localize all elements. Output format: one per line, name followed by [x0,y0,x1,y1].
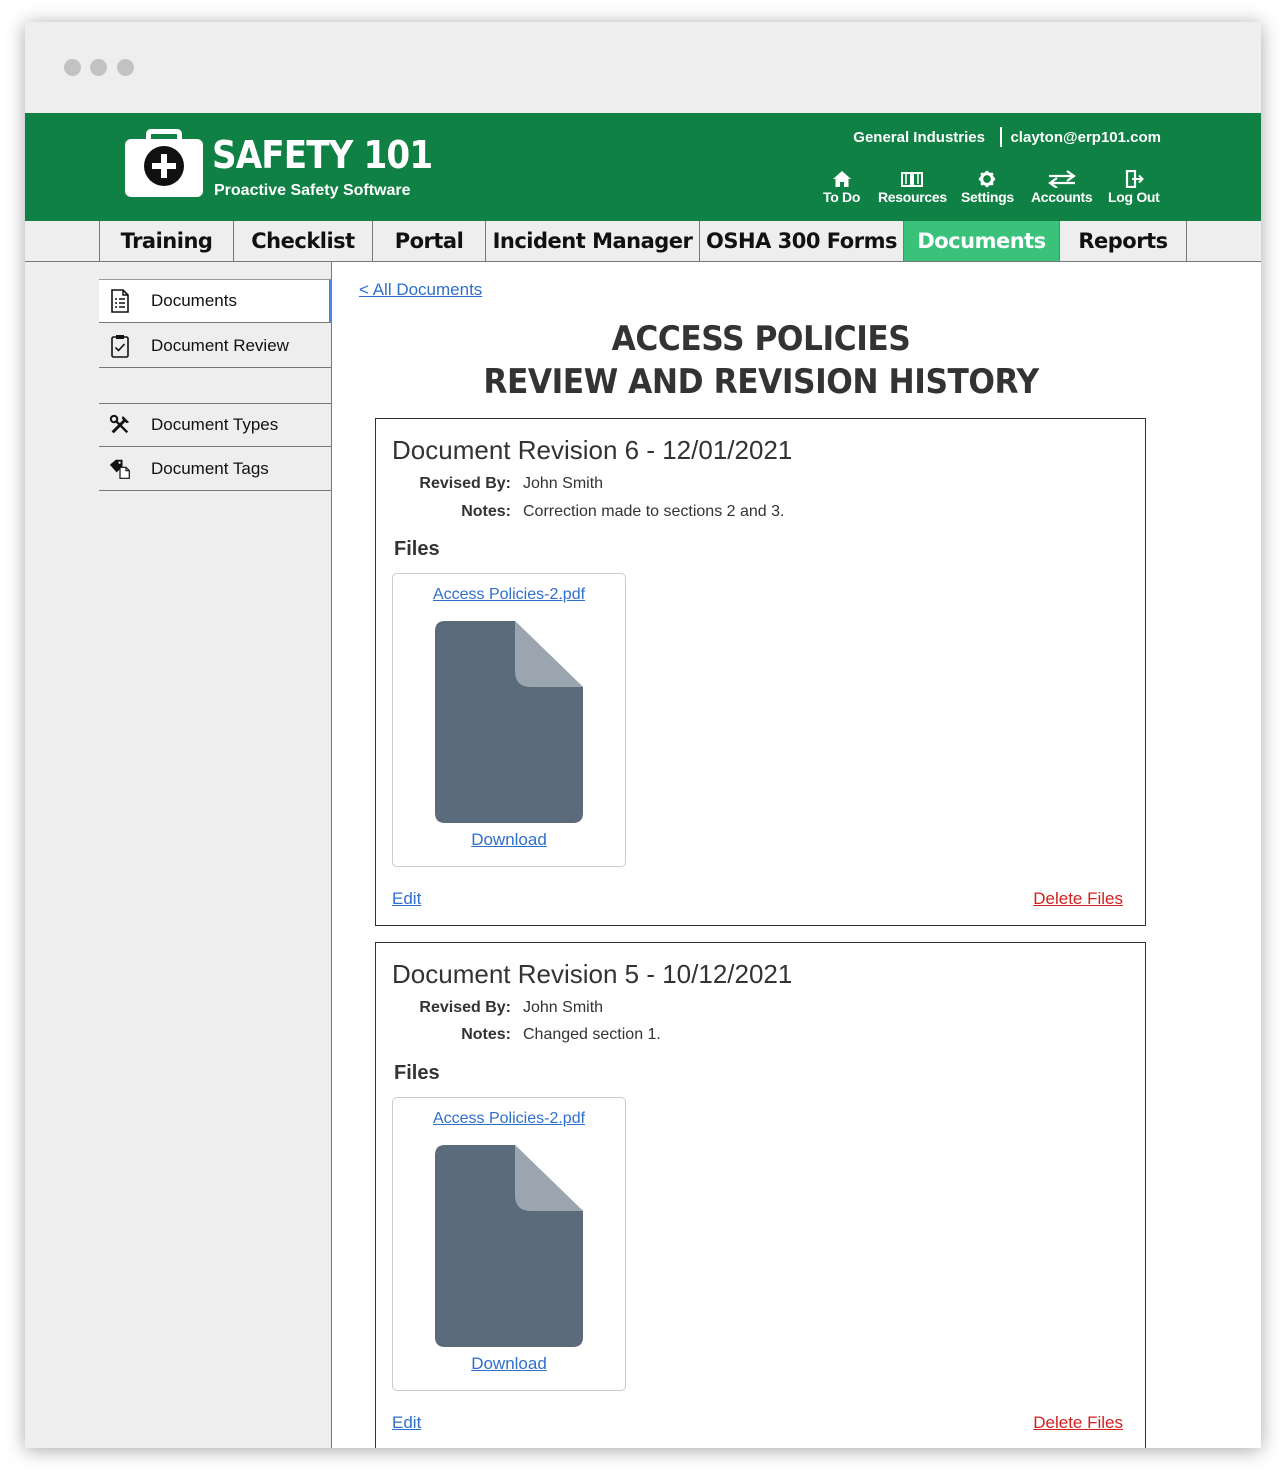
file-name-link[interactable]: Access Policies-2.pdf [432,586,586,603]
revised-by-value: John Smith [523,475,604,492]
sidebar-item-label: Documents [151,291,237,310]
notes-label: Notes: [461,503,511,520]
clipboard-check-icon [109,334,131,358]
download-link[interactable]: Download [471,830,547,849]
gear-icon [977,170,997,188]
main-tab-bar [25,221,1261,262]
sidebar-item-label: Document Review [151,335,289,355]
tab-osha-300-forms[interactable]: OSHA 300 Forms [699,221,903,261]
sidebar-item-document-review[interactable] [99,324,332,368]
sidebar-item-label: Document Tags [151,458,269,478]
edit-link[interactable]: Edit [392,1413,422,1432]
sidebar-item-documents[interactable] [99,279,332,323]
tab-portal[interactable]: Portal [372,221,485,261]
file-card [392,573,626,867]
tab-checklist[interactable]: Checklist [233,221,372,261]
app-header [25,113,1261,221]
revised-by-label: Revised By: [419,475,511,492]
logo-plus-icon-vertical [161,154,167,178]
tab-reports[interactable]: Reports [1059,221,1186,261]
edit-link[interactable]: Edit [392,889,422,908]
tab-training[interactable]: Training [99,221,233,261]
home-icon [832,170,852,188]
page-title-line2: REVIEW AND REVISION HISTORY [483,362,1039,402]
file-icon[interactable] [435,1145,583,1347]
switch-arrows-icon [1047,170,1077,188]
revised-by-label: Revised By: [419,999,511,1016]
organization-name[interactable]: General Industries [853,129,985,146]
nav-resources[interactable] [878,170,947,205]
page-title [367,318,1155,404]
revision-card [375,942,1146,1448]
tab-incident-manager[interactable]: Incident Manager [485,221,699,261]
document-list-icon [109,289,131,313]
nav-resources-label: Resources [878,189,947,205]
window-close-dot[interactable] [64,59,81,76]
file-icon[interactable] [435,621,583,823]
files-heading: Files [394,1062,440,1084]
tag-document-icon [109,457,131,481]
window-minimize-dot[interactable] [90,59,107,76]
nav-accounts[interactable] [1031,170,1092,205]
nav-todo-label: To Do [823,189,861,205]
logout-icon [1124,170,1144,188]
sidebar-item-label: Document Types [151,415,279,434]
file-card [392,1097,626,1391]
files-heading: Files [394,538,440,560]
nav-logout[interactable] [1108,170,1160,205]
main-content [333,262,1261,1448]
nav-settings-label: Settings [961,189,1014,205]
revision-card [375,418,1146,926]
delete-files-link[interactable]: Delete Files [1033,889,1123,908]
notes-value: Changed section 1. [523,1026,661,1043]
window-maximize-dot[interactable] [117,59,134,76]
nav-logout-label: Log Out [1108,189,1160,205]
revision-title: Document Revision 6 - 12/01/2021 [392,435,793,465]
brand-tagline: Proactive Safety Software [214,182,411,199]
revised-by-value: John Smith [523,999,604,1016]
nav-todo[interactable] [823,170,860,205]
download-link[interactable]: Download [471,1354,547,1373]
brand-name: SAFETY 101 [212,133,433,177]
book-icon [900,170,924,188]
browser-window [25,22,1261,1448]
tab-documents[interactable]: Documents [903,221,1059,261]
sidebar-item-document-tags[interactable] [99,447,332,491]
sidebar [25,262,332,1448]
notes-label: Notes: [461,1026,511,1043]
nav-settings[interactable] [961,170,1014,205]
revision-title: Document Revision 5 - 10/12/2021 [392,959,793,989]
sidebar-item-document-types[interactable] [99,403,332,447]
all-documents-link[interactable]: < All Documents [359,280,483,299]
header-divider [1000,127,1002,147]
notes-value: Correction made to sections 2 and 3. [523,503,785,520]
tab-bar-end-divider [1186,221,1187,261]
tools-icon [109,413,131,437]
user-email[interactable]: clayton@erp101.com [1010,129,1161,146]
nav-accounts-label: Accounts [1031,189,1093,205]
window-titlebar [25,22,1261,113]
delete-files-link[interactable]: Delete Files [1033,1413,1123,1432]
file-name-link[interactable]: Access Policies-2.pdf [432,1110,586,1127]
page-title-line1: ACCESS POLICIES [611,319,911,359]
